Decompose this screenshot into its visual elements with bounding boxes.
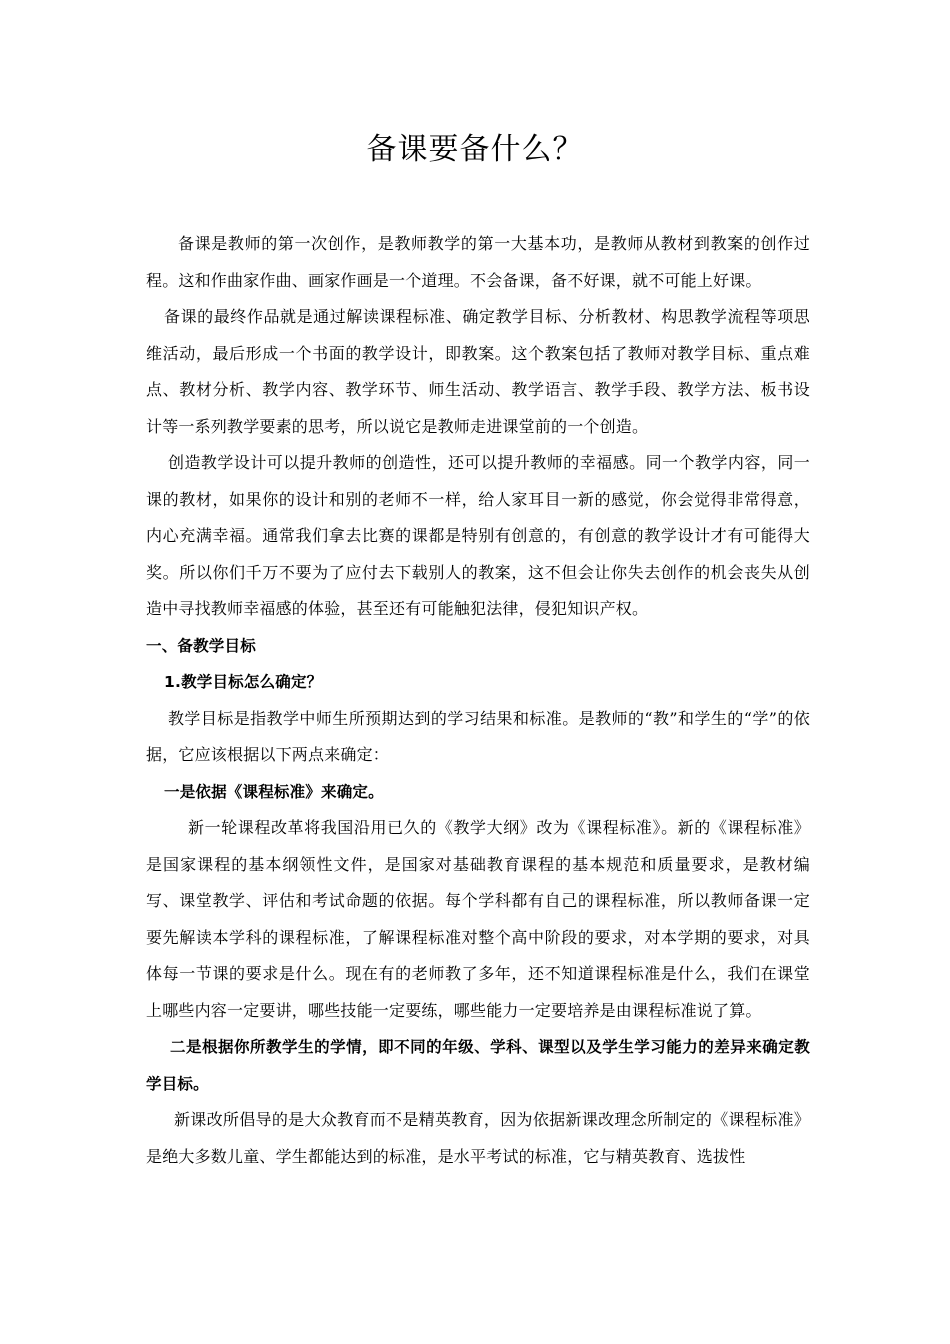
document-body: [146, 226, 810, 1175]
document-title: 备课要备什么？: [366, 132, 584, 167]
section-heading-teaching-goals: 一、备教学目标: [146, 636, 256, 655]
paragraph-curriculum-standard: 新一轮课程改革将我国沿用已久的《教学大纲》改为《课程标准》。新的《课程标准》是国家课程的基本纲领性文件，是国家对基础教育课程的基本规范和质量要求，是教材编写、课堂教学、评估和考试命题的依据。每个学科都有自己的课程标准，所以教师备课一定要先解读本学科的课程标准，了解课程标准对整个高中阶段的要求，对本学期的要求，对具体每一节课的要求是什么。现在有的老师教了多年，还不知道课程标准是什么，我们在课堂上哪些内容一定要讲，哪些技能一定要练，哪些能力一定要培养是由课程标准说了算。: [146, 818, 810, 1020]
paragraph-final-product: 备课的最终作品就是通过解读课程标准、确定教学目标、分析教材、构思教学流程等项思维活动，最后形成一个书面的教学设计，即教案。这个教案包括了教师对教学目标、重点难点、教材分析、教学内容、教学环节、师生活动、教学语言、教学手段、教学方法、板书设计等一系列教学要素的思考，所以说它是教师走进课堂前的一个创造。: [146, 307, 810, 436]
paragraph-creativity: 创造教学设计可以提升教师的创造性，还可以提升教师的幸福感。同一个教学内容，同一课的教材，如果你的设计和别的老师不一样，给人家耳目一新的感觉，你会觉得非常得意，内心充满幸福。通常我们拿去比赛的课都是特别有创意的，有创意的教学设计才有可能得大奖。所以你们千万不要为了应付去下载别人的教案，这不但会让你失去创作的机会丧失从创造中寻找教师幸福感的体验，甚至还有可能触犯法律，侵犯知识产权。: [146, 453, 810, 618]
point-heading-curriculum-standard: 一是依据《课程标准》来确定。: [164, 782, 384, 801]
paragraph-mass-education: 新课改所倡导的是大众教育而不是精英教育，因为依据新课改理念所制定的《课程标准》是绝大多数儿童、学生都能达到的标准，是水平考试的标准，它与精英教育、选拔性: [146, 1110, 810, 1166]
paragraph-intro: 备课是教师的第一次创作，是教师教学的第一大基本功，是教师从教材到教案的创作过程。这和作曲家作曲、画家作画是一个道理。不会备课，备不好课，就不可能上好课。: [146, 234, 810, 290]
paragraph-goal-definition: 教学目标是指教学中师生所预期达到的学习结果和标准。是教师的“教”和学生的“学”的依据，它应该根据以下两点来确定：: [146, 708, 810, 764]
subsection-heading-how-to-determine: 1.教学目标怎么确定？: [164, 673, 323, 691]
point-heading-student-situation: 二是根据你所教学生的学情，即不同的年级、学科、课型以及学生学习能力的差异来确定教学目标。: [146, 1038, 810, 1093]
